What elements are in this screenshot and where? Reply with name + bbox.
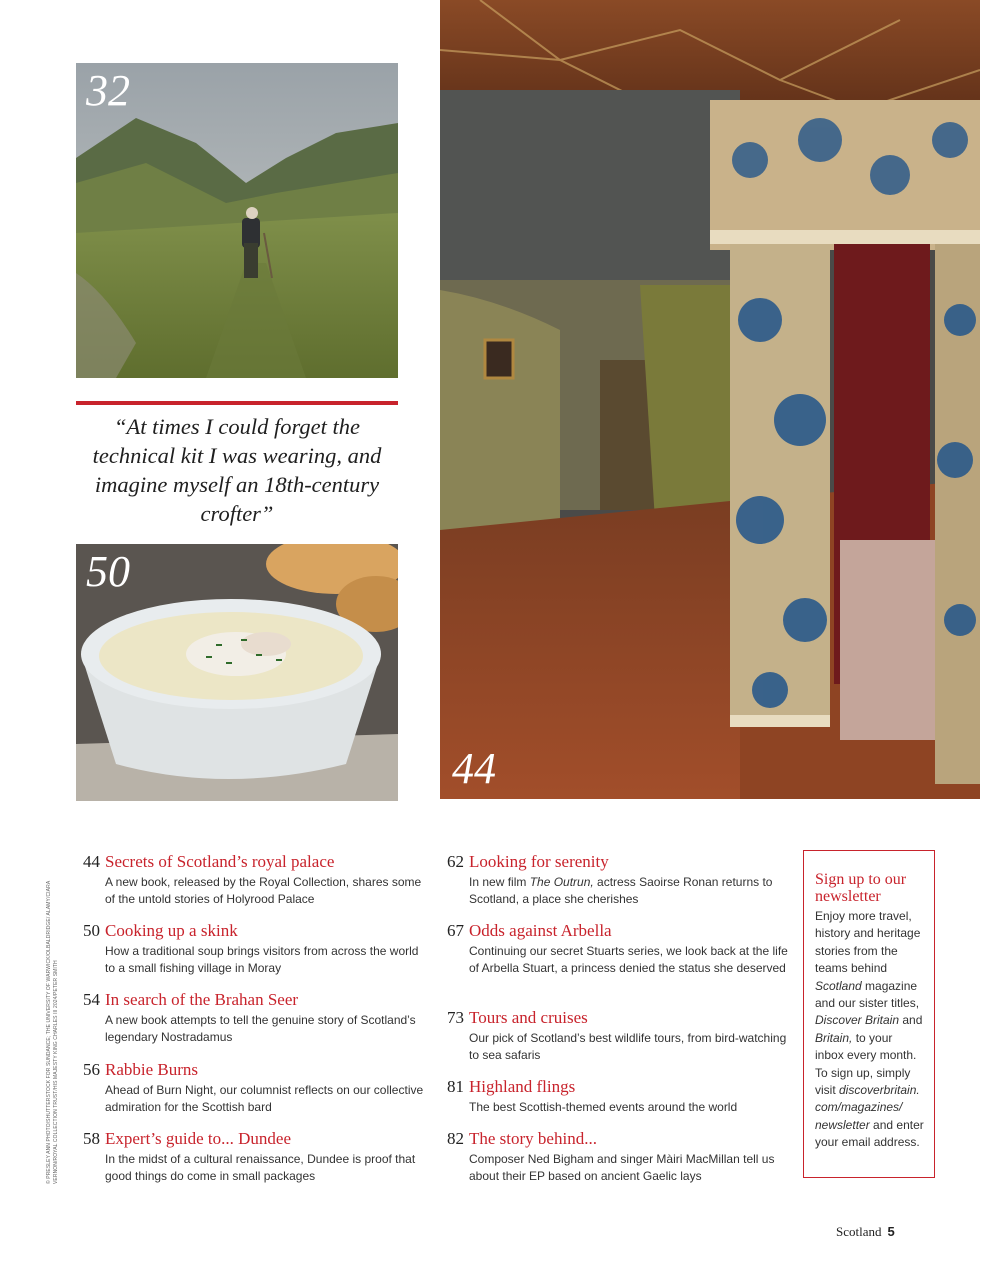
film-title: The Outrun, — [529, 875, 594, 889]
newsletter-url-link[interactable]: discoverbritain. com/magazines/ newsletter — [815, 1083, 920, 1132]
newsletter-body: Enjoy more travel, history and heritage stories from the teams behind Scotland magazine and our sister titles, Discover Britain and Britain, to your inbox every month. To sign up, simply visit discoverbritain. com/magazines/ newsletter and enter your email address. — [815, 909, 924, 1150]
entry-title: Highland flings — [469, 1077, 576, 1096]
entry-page-number: 62 — [447, 852, 464, 871]
entry-description: Continuing our secret Stuarts series, we look back at the life of Arbella Stuart, a princess denied the status she deserved — [469, 944, 788, 975]
entry-title: Expert’s guide to... Dundee — [105, 1129, 292, 1148]
entry-page-number: 82 — [447, 1129, 464, 1148]
photo-credit: © PRESLEY ANN PHOTO/SHUTTERSTOCK FOR SUNDANCE; THE UNIVERSITY OF WARWICK/OLBALDRIDGE/ ALAMY/CIARA VERNON/ROYAL COLLECTION TRUST/HIS MAJESTY KING CHARLES III 2024/PETER SMITH — [46, 881, 59, 1184]
page-number: 5 — [887, 1224, 895, 1239]
entry-title: In search of the Brahan Seer — [105, 990, 299, 1009]
entry-page-number: 50 — [83, 921, 100, 940]
entry-page-number: 54 — [83, 990, 100, 1009]
entry-page-number: 56 — [83, 1060, 100, 1079]
palace-bedchamber-photo — [440, 0, 980, 799]
entry-description: The best Scottish-themed events around the world — [469, 1100, 738, 1114]
entry-page-number: 67 — [447, 921, 464, 940]
entry-description: A new book attempts to tell the genuine story of Scotland’s legendary Nostradamus — [105, 1013, 416, 1044]
entry-description: How a traditional soup brings visitors from across the world to a small fishing village in Moray — [105, 944, 419, 975]
entry-description: Our pick of Scotland’s best wildlife tours, from bird-watching to sea safaris — [469, 1031, 787, 1062]
page-folio — [836, 1224, 895, 1240]
entry-description: In new film The Outrun, actress Saoirse Ronan returns to Scotland, a place she cherishes — [469, 875, 773, 906]
entry-page-number: 81 — [447, 1077, 464, 1096]
entry-description: In the midst of a cultural renaissance, Dundee is proof that good things do come in small packages — [105, 1152, 416, 1183]
page-number-label: 50 — [86, 547, 130, 596]
entry-page-number: 73 — [447, 1008, 464, 1027]
hiking-photo — [76, 63, 398, 378]
soup-photo — [76, 544, 398, 801]
entry-title: Looking for serenity — [469, 852, 609, 871]
entry-description: A new book, released by the Royal Collection, shares some of the untold stories of Holyrood Palace — [105, 875, 422, 906]
entry-title: The story behind... — [469, 1129, 597, 1148]
page-number-label: 44 — [452, 744, 496, 793]
page-number-label: 32 — [86, 66, 130, 115]
entry-page-number: 58 — [83, 1129, 100, 1148]
entry-description: Ahead of Burn Night, our columnist reflects on our collective admiration for the Scottish bard — [105, 1083, 424, 1114]
newsletter-signup-box — [803, 850, 935, 1178]
entry-description: Composer Ned Bigham and singer Màiri MacMillan tell us about their EP based on ancient Gaelic lays — [469, 1152, 775, 1183]
newsletter-heading: Sign up to our newsletter — [815, 871, 907, 905]
quote-divider — [76, 401, 398, 405]
entry-title: Rabbie Burns — [105, 1060, 199, 1079]
entry-page-number: 44 — [83, 852, 100, 871]
entry-title: Tours and cruises — [469, 1008, 588, 1027]
magazine-name: Scotland — [836, 1224, 882, 1239]
pull-quote: “At times I could forget the technical kit I was wearing, and imagine myself an 18th-century crofter” — [92, 414, 382, 526]
entry-title: Cooking up a skink — [105, 921, 238, 940]
entry-title: Odds against Arbella — [469, 921, 612, 940]
entry-title: Secrets of Scotland’s royal palace — [105, 852, 335, 871]
